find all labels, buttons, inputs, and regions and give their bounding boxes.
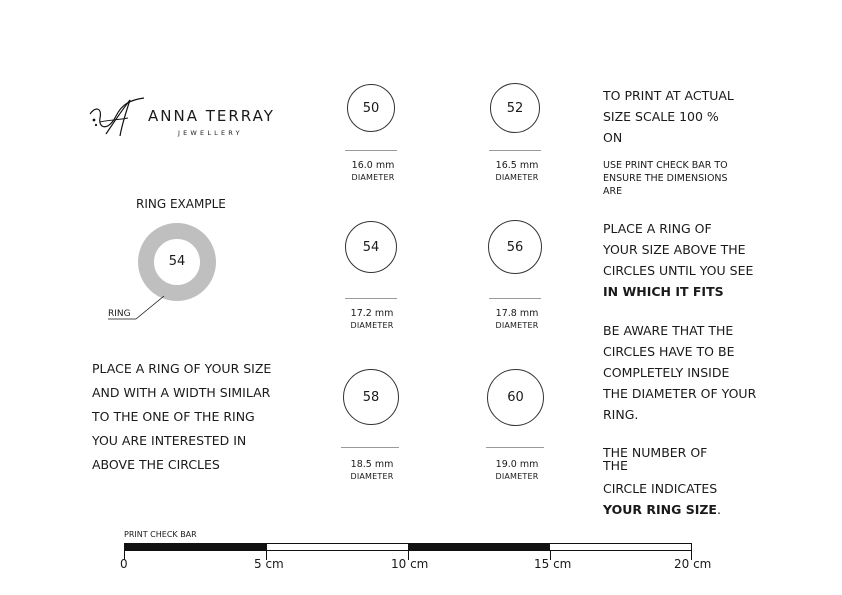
left-instructions — [92, 357, 332, 477]
bar-tick-label: 0 — [120, 557, 128, 571]
note-line: RING. — [603, 407, 639, 422]
size-measure-line — [489, 298, 541, 299]
size-56-info — [477, 308, 557, 332]
note-line: THE NUMBER OF — [603, 445, 708, 460]
bar-tick-label: 10 cm — [391, 557, 429, 571]
size-diameter-label: DIAMETER — [495, 321, 539, 330]
size-diameter-label: DIAMETER — [351, 173, 395, 182]
size-58-info — [332, 459, 412, 483]
instruction-line: TO THE ONE OF THE RING — [92, 409, 255, 424]
note-line: CIRCLES HAVE TO BE — [603, 344, 735, 359]
size-mm: 19.0 mm — [495, 459, 539, 470]
print-check-bar-label: PRINT CHECK BAR — [124, 530, 197, 539]
size-circle-50: 50 — [347, 84, 395, 132]
instruction-line: YOU ARE INTERESTED IN — [92, 433, 247, 448]
size-diameter-label: DIAMETER — [495, 472, 539, 481]
instruction-line: PLACE A RING OF YOUR SIZE — [92, 361, 272, 376]
note-line: CIRCLE INDICATES — [603, 481, 718, 496]
note-emphasis: IN WHICH IT FITS — [603, 284, 724, 299]
bar-tick-label: 15 cm — [534, 557, 572, 571]
check-bar-note — [603, 159, 728, 198]
size-52-info — [477, 160, 557, 184]
placement-note — [603, 218, 753, 302]
size-mm: 16.0 mm — [351, 160, 395, 171]
size-measure-line — [486, 447, 544, 448]
note-line: ENSURE THE DIMENSIONS — [603, 173, 728, 184]
ring-example-title: RING EXAMPLE — [136, 197, 226, 211]
size-mm: 16.5 mm — [495, 160, 539, 171]
size-circle-56: 56 — [488, 220, 542, 274]
ring-example-size: 54 — [168, 254, 186, 269]
note-line: USE PRINT CHECK BAR TO — [603, 160, 728, 171]
size-circle-60: 60 — [487, 369, 544, 426]
size-mm: 17.8 mm — [495, 308, 539, 319]
size-measure-line — [341, 447, 399, 448]
note-line: BE AWARE THAT THE — [603, 323, 734, 338]
instruction-line: ABOVE THE CIRCLES — [92, 457, 220, 472]
note-period: . — [716, 502, 721, 517]
note-line: SIZE SCALE 100 % — [603, 109, 719, 124]
note-line: CIRCLES UNTIL YOU SEE — [603, 263, 754, 278]
note-line: ON — [603, 130, 623, 145]
size-diameter-label: DIAMETER — [350, 321, 394, 330]
note-line: PLACE A RING OF — [603, 221, 712, 236]
size-54-info — [332, 308, 412, 332]
note-line: COMPLETELY INSIDE — [603, 365, 730, 380]
size-60-info — [477, 459, 557, 483]
bar-segment — [408, 544, 550, 550]
note-line: ARE — [603, 186, 623, 197]
number-note — [603, 478, 721, 520]
size-mm: 18.5 mm — [350, 459, 394, 470]
note-line: YOUR SIZE ABOVE THE — [603, 242, 746, 257]
size-circle-58: 58 — [343, 369, 399, 425]
aware-note — [603, 320, 756, 425]
size-measure-line — [345, 150, 397, 151]
instruction-line: AND WITH A WIDTH SIMILAR — [92, 385, 271, 400]
note-line: THE — [603, 458, 628, 473]
size-diameter-label: DIAMETER — [495, 173, 539, 182]
size-diameter-label: DIAMETER — [350, 472, 394, 481]
size-circle-54: 54 — [345, 221, 397, 273]
print-scale-note — [603, 85, 734, 148]
size-measure-line — [489, 150, 541, 151]
brand-logo — [86, 96, 296, 140]
note-line: THE DIAMETER OF YOUR — [603, 386, 757, 401]
bar-segment — [125, 544, 267, 550]
bar-tick-label: 5 cm — [254, 557, 284, 571]
anna-terray-logo-mark-icon — [86, 96, 146, 140]
bar-tick-label: 20 cm — [674, 557, 712, 571]
size-measure-line — [345, 298, 397, 299]
size-circle-52: 52 — [490, 83, 540, 133]
number-note-top — [603, 446, 707, 472]
bar-segment — [550, 544, 692, 550]
brand-subtitle: JEWELLERY — [178, 129, 243, 137]
ring-pointer-label: RING — [108, 309, 131, 319]
brand-name: ANNA TERRAY — [148, 107, 275, 125]
bar-segment — [267, 544, 409, 550]
note-line: TO PRINT AT ACTUAL — [603, 88, 734, 103]
note-emphasis: YOUR RING SIZE — [603, 502, 717, 517]
size-50-info — [333, 160, 413, 184]
size-mm: 17.2 mm — [350, 308, 394, 319]
